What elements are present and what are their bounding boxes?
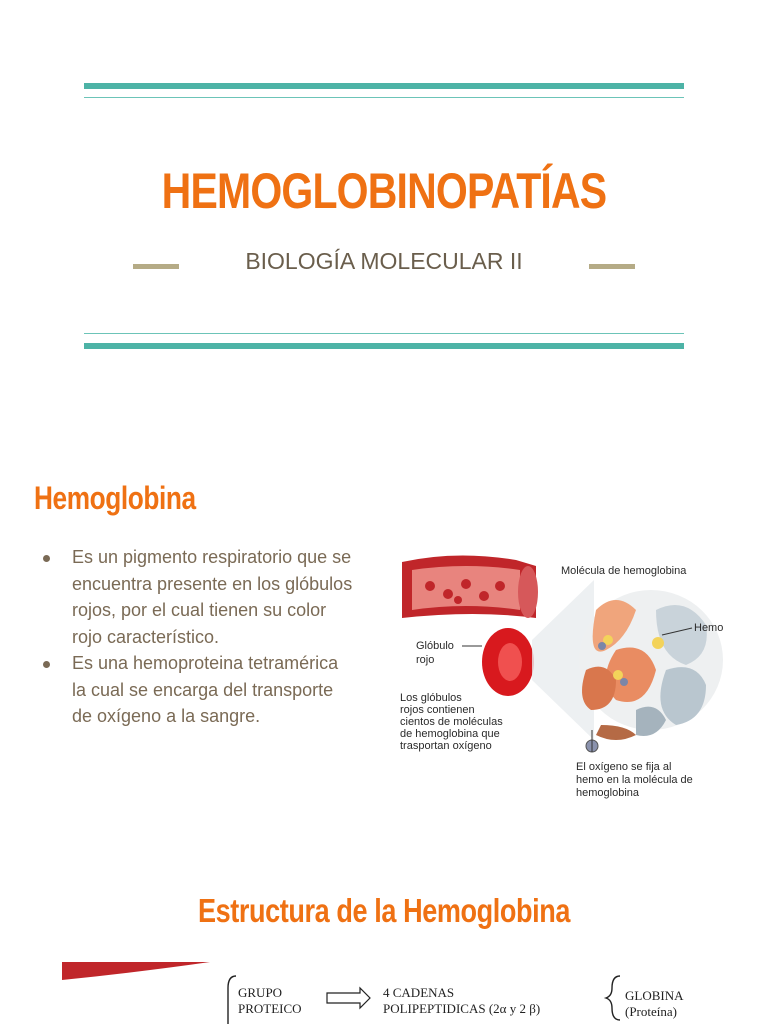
figure-title: Molécula de hemoglobina — [561, 565, 687, 577]
diagram-middle-label: 4 CADENAS POLIPEPTIDICAS (2α y 2 β) — [383, 985, 541, 1016]
figure-caption-left: Los glóbulos rojos contienen cientos de moléculas de hemoglobina que trasportan oxígeno — [400, 692, 503, 752]
top-rule-thin — [84, 97, 684, 98]
bullet-item: Es una hemoproteina tetramérica la cual se encarga del transporte de oxígeno a la sangre. — [34, 650, 354, 730]
page-subtitle: BIOLOGÍA MOLECULAR II — [245, 248, 523, 274]
bottom-rule-thick — [84, 343, 684, 349]
figure-label-hemo: Hemo — [694, 622, 724, 634]
decorative-red-stripe — [62, 962, 210, 980]
subtitle-dash-right — [589, 264, 635, 269]
red-blood-cell-icon — [482, 628, 534, 696]
figure-caption-right: El oxígeno se fija al hemo en la molécula de hemoglobina — [576, 761, 693, 799]
bullet-item: Es un pigmento respiratorio que se encuentra presente en los glóbulos rojos, por el cual tienen su color rojo característico. — [34, 544, 354, 650]
section-heading-hemoglobina: Hemoglobina — [34, 480, 196, 516]
top-rule-thick — [84, 83, 684, 89]
diagram-left-label: GRUPO PROTEICO — [238, 985, 302, 1016]
hemoglobin-molecule-icon — [579, 590, 723, 740]
hemoglobin-illustration — [396, 540, 736, 810]
arrow-right-icon — [327, 988, 370, 1008]
left-brace — [228, 976, 236, 1024]
right-brace — [606, 976, 620, 1020]
figure-label-globulo: Glóbulo rojo — [416, 640, 454, 666]
blood-vessel-icon — [402, 555, 538, 618]
diagram-right-label: GLOBINA (Proteína) — [625, 988, 683, 1019]
section-heading-estructura: Estructura de la Hemoglobina — [198, 892, 570, 929]
page-title: HEMOGLOBINOPATÍAS — [161, 163, 607, 219]
hemoglobina-bullet-list — [34, 544, 354, 730]
bottom-rule-thin — [84, 333, 684, 334]
structure-diagram — [0, 958, 768, 1024]
